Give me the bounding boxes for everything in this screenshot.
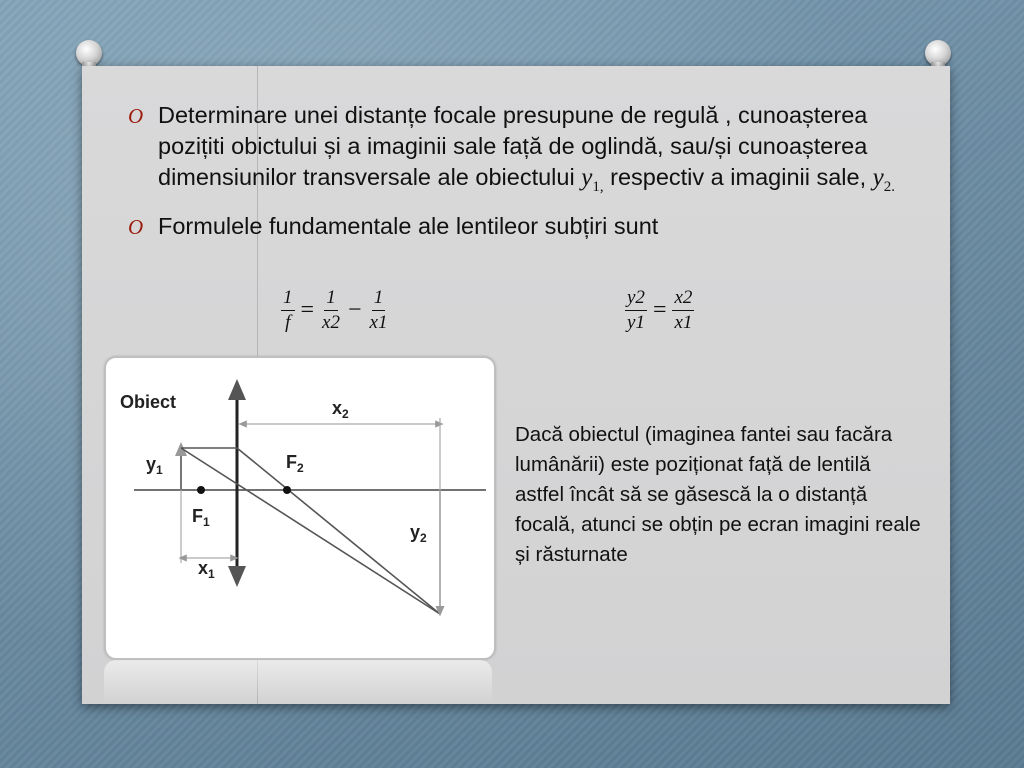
ray-through-center xyxy=(181,448,440,614)
bullet-text: Formulele fundamentale ale lentileor subțiri sunt xyxy=(158,213,659,239)
label-y1: $y_1$ xyxy=(146,454,163,477)
math-var-y2: $y_{2.}$ xyxy=(872,164,896,195)
pushpin-left-icon xyxy=(76,40,102,66)
label-x2: $x_2$ xyxy=(332,398,349,421)
pushpin-right-icon xyxy=(925,40,951,66)
description-text: Dacă obiectul (imaginea fantei sau facăra lumânării) este poziționat față de lentilă astfel încât să se găsescă la o distanță focală, atunci se obțin pe ecran imagini reale și răsturnate xyxy=(515,423,921,566)
ray-diagram-svg xyxy=(106,358,494,658)
bullet-text: Determinare unei distanțe focale presupune de regulă , cunoașterea pozițiti obictului și a imaginii sale față de oglindă, sau/și cunoașterea dimensiunilor transversale ale obiectului xyxy=(158,102,868,190)
focal-point-f1 xyxy=(197,486,205,494)
lens-formula xyxy=(281,288,389,333)
label-x1: $x_1$ xyxy=(198,558,215,581)
equals-sign: = xyxy=(300,297,315,323)
lens-ray-diagram xyxy=(104,356,496,660)
label-f2: $F_2$ xyxy=(286,452,304,475)
fraction-1-over-x1: $\frac{1}{x1}$ xyxy=(369,287,388,333)
focal-point-f2 xyxy=(283,486,291,494)
bullet-text-mid: respectiv a imaginii sale, xyxy=(603,164,873,190)
magnification-formula xyxy=(625,288,694,333)
minus-sign: − xyxy=(347,297,362,323)
equals-sign: = xyxy=(652,297,667,323)
bullet-list xyxy=(128,100,908,242)
label-y2: $y_2$ xyxy=(410,522,427,545)
math-var-y1: $y_{1,}$ xyxy=(581,164,604,195)
fraction-1-over-f: $\frac{1}{f}$ xyxy=(283,287,293,333)
fraction-x2-over-x1: $\frac{x2}{x1}$ xyxy=(674,287,693,333)
fraction-1-over-x2: $\frac{1}{x2}$ xyxy=(322,287,340,333)
bullet-item-focal-distance xyxy=(128,100,908,203)
fraction-y2-over-y1: $\frac{y2}{y1}$ xyxy=(627,287,645,333)
figure-title: Obiect xyxy=(120,392,177,412)
label-f1: $F_1$ xyxy=(192,506,210,529)
figure-reflection xyxy=(104,660,492,704)
bullet-item-formulas xyxy=(128,211,908,242)
bullet-o-icon: O xyxy=(128,104,144,128)
bullet-o-icon: O xyxy=(128,215,144,239)
